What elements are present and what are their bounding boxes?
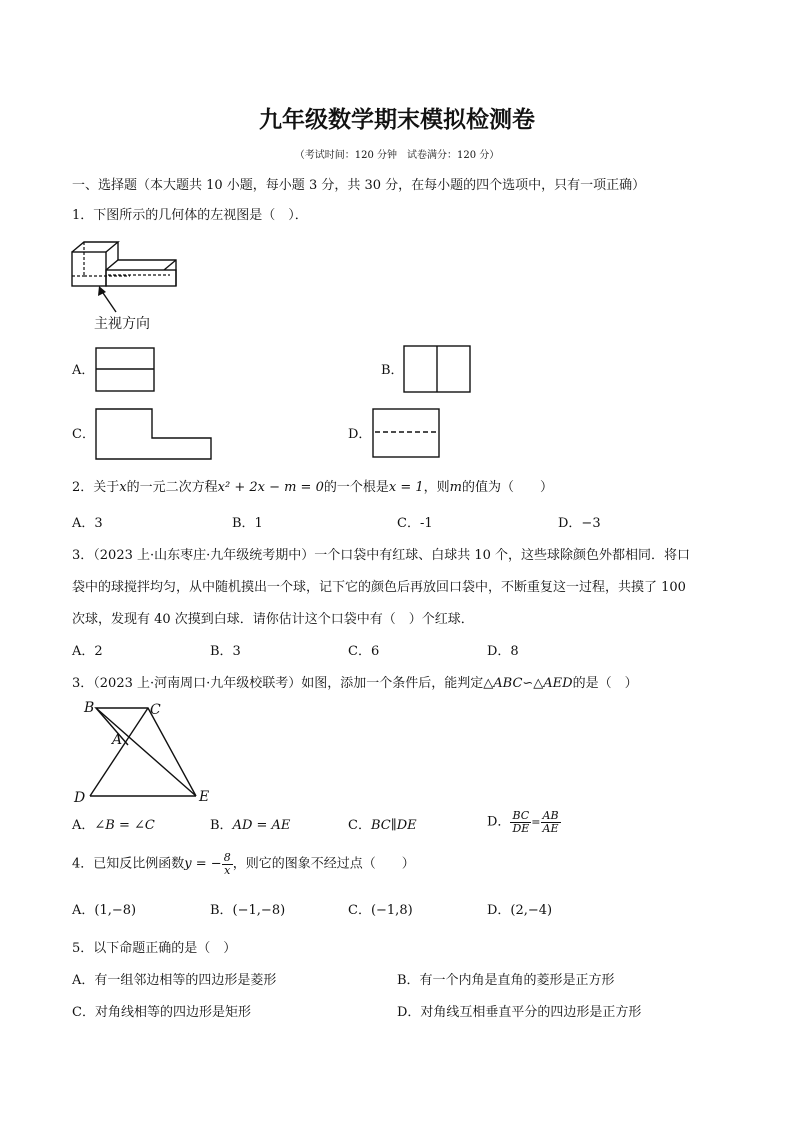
- q4-stem-pre: 4．已知反比例函数: [72, 856, 185, 872]
- q1-stem: 1．下图所示的几何体的左视图是（ ）．: [72, 208, 308, 223]
- q3b-option-a-prefix: A．: [72, 818, 95, 833]
- q2-var-x: x: [119, 480, 127, 495]
- q3b-stem: [72, 676, 638, 692]
- q3b-similar-triangles: △ABC∽△AED: [483, 676, 573, 691]
- q1-option-c-label: C．: [72, 427, 95, 442]
- q2-stem-post: 的值为（ ）: [461, 480, 553, 495]
- point-c-label: C: [150, 702, 161, 718]
- q1-option-d-label: D．: [348, 427, 372, 442]
- q5-option-a: A．有一组邻边相等的四边形是菱形: [72, 973, 277, 988]
- q2-equation: x² + 2x − m = 0: [217, 480, 324, 495]
- q4-stem-post: ，则它的图象不经过点（ ）: [232, 856, 415, 872]
- q2-stem-mid3: ，则: [423, 480, 450, 495]
- q2-option-b: B．1: [232, 516, 263, 531]
- q4-option-c: C．(−1,8): [348, 903, 413, 918]
- q2-option-d: D．−3: [558, 516, 601, 531]
- q1-option-a-label: A．: [72, 363, 95, 378]
- q3b-stem-pre: 3．（2023 上·河南周口·九年级校联考）如图，添加一个条件后，能判定: [72, 676, 484, 691]
- q4-fraction-numerator: 8: [223, 851, 231, 864]
- fraction-2-denominator: AE: [542, 822, 559, 835]
- q1-option-c-figure: [95, 408, 213, 460]
- q2-stem: [72, 480, 553, 496]
- q1-option-b-figure: [403, 345, 471, 393]
- q3b-option-b-prefix: B．: [210, 818, 233, 833]
- section-heading: 一、选择题（本大题共 10 小题，每小题 3 分，共 30 分，在每小题的四个选项中，只有一项正确）: [72, 178, 646, 193]
- q2-stem-mid2: 的一个根是: [323, 480, 389, 495]
- q5-option-d: D．对角线互相垂直平分的四边形是正方形: [397, 1005, 642, 1020]
- q2-root: x = 1: [388, 480, 424, 495]
- q3b-option-d: [487, 810, 561, 835]
- q3a-option-a: A．2: [72, 644, 103, 659]
- q4-stem: [72, 852, 415, 877]
- fraction-1-numerator: BC: [510, 810, 531, 823]
- q5-option-c: C．对角线相等的四边形是矩形: [72, 1005, 251, 1020]
- point-b-label: B: [84, 700, 95, 716]
- q3b-option-a: [72, 818, 155, 834]
- q4-fraction-denominator: x: [224, 864, 231, 877]
- q3b-option-d-fraction-2: [541, 810, 561, 835]
- q2-var-m: m: [449, 480, 462, 495]
- q3a-option-c: C．6: [348, 644, 380, 659]
- q5-option-b: B．有一个内角是直角的菱形是正方形: [397, 973, 615, 988]
- q2-option-a: A．3: [72, 516, 103, 531]
- q3b-option-b: [210, 818, 290, 834]
- q5-stem: 5．以下命题正确的是（ ）: [72, 941, 237, 956]
- fraction-2-numerator: AB: [542, 809, 559, 822]
- q1-option-b-label: B．: [381, 363, 404, 378]
- q3b-option-c: [348, 818, 417, 834]
- exam-info: （考试时间：120 分钟 试卷满分：120 分）: [294, 150, 500, 161]
- q3a-line-2: 袋中的球搅拌均匀，从中随机摸出一个球，记下它的颜色后再放回口袋中，不断重复这一过程，共摸了 100: [72, 580, 686, 595]
- q4-option-b: B．(−1,−8): [210, 903, 286, 918]
- point-d-label: D: [74, 790, 86, 806]
- q2-option-c: C．-1: [397, 516, 433, 531]
- point-a-label: A: [112, 732, 123, 748]
- q4-function-lhs: y = −: [184, 856, 222, 872]
- q4-function-fraction: [222, 852, 233, 877]
- q3a-option-b: B．3: [210, 644, 241, 659]
- q1-solid-figure: [70, 238, 182, 318]
- q4-option-a: A．(1,−8): [72, 903, 137, 918]
- fraction-1-denominator: DE: [512, 822, 530, 835]
- q1-option-a-figure: [95, 347, 155, 392]
- q3b-option-c-expr: BC∥DE: [370, 818, 417, 833]
- q3a-line-1: 3．（2023 上·山东枣庄·九年级统考期中）一个口袋中有红球、白球共 10 个，这些球除颜色外都相同．将口: [72, 548, 691, 563]
- q3b-stem-post: 的是（ ）: [572, 676, 638, 691]
- point-e-label: E: [199, 789, 210, 805]
- q2-stem-mid1: 的一元二次方程: [126, 480, 218, 495]
- q3b-option-d-fraction-1: [510, 810, 531, 835]
- q1-option-d-figure: [372, 408, 440, 458]
- q2-stem-pre: 2．关于: [72, 480, 120, 495]
- q3b-option-d-prefix: D．: [487, 814, 511, 830]
- equals-sign: =: [531, 815, 541, 829]
- q3a-line-3: 次球，发现有 40 次摸到白球．请你估计这个口袋中有（ ）个红球．: [72, 612, 474, 627]
- q3b-option-a-expr: ∠B = ∠C: [94, 818, 155, 833]
- q3a-option-d: D．8: [487, 644, 519, 659]
- q3b-option-c-prefix: C．: [348, 818, 371, 833]
- q3b-option-b-expr: AD = AE: [232, 818, 291, 833]
- q4-option-d: D．(2,−4): [487, 903, 553, 918]
- page-title: 九年级数学期末模拟检测卷: [259, 107, 535, 133]
- view-direction-label: 主视方向: [94, 316, 150, 332]
